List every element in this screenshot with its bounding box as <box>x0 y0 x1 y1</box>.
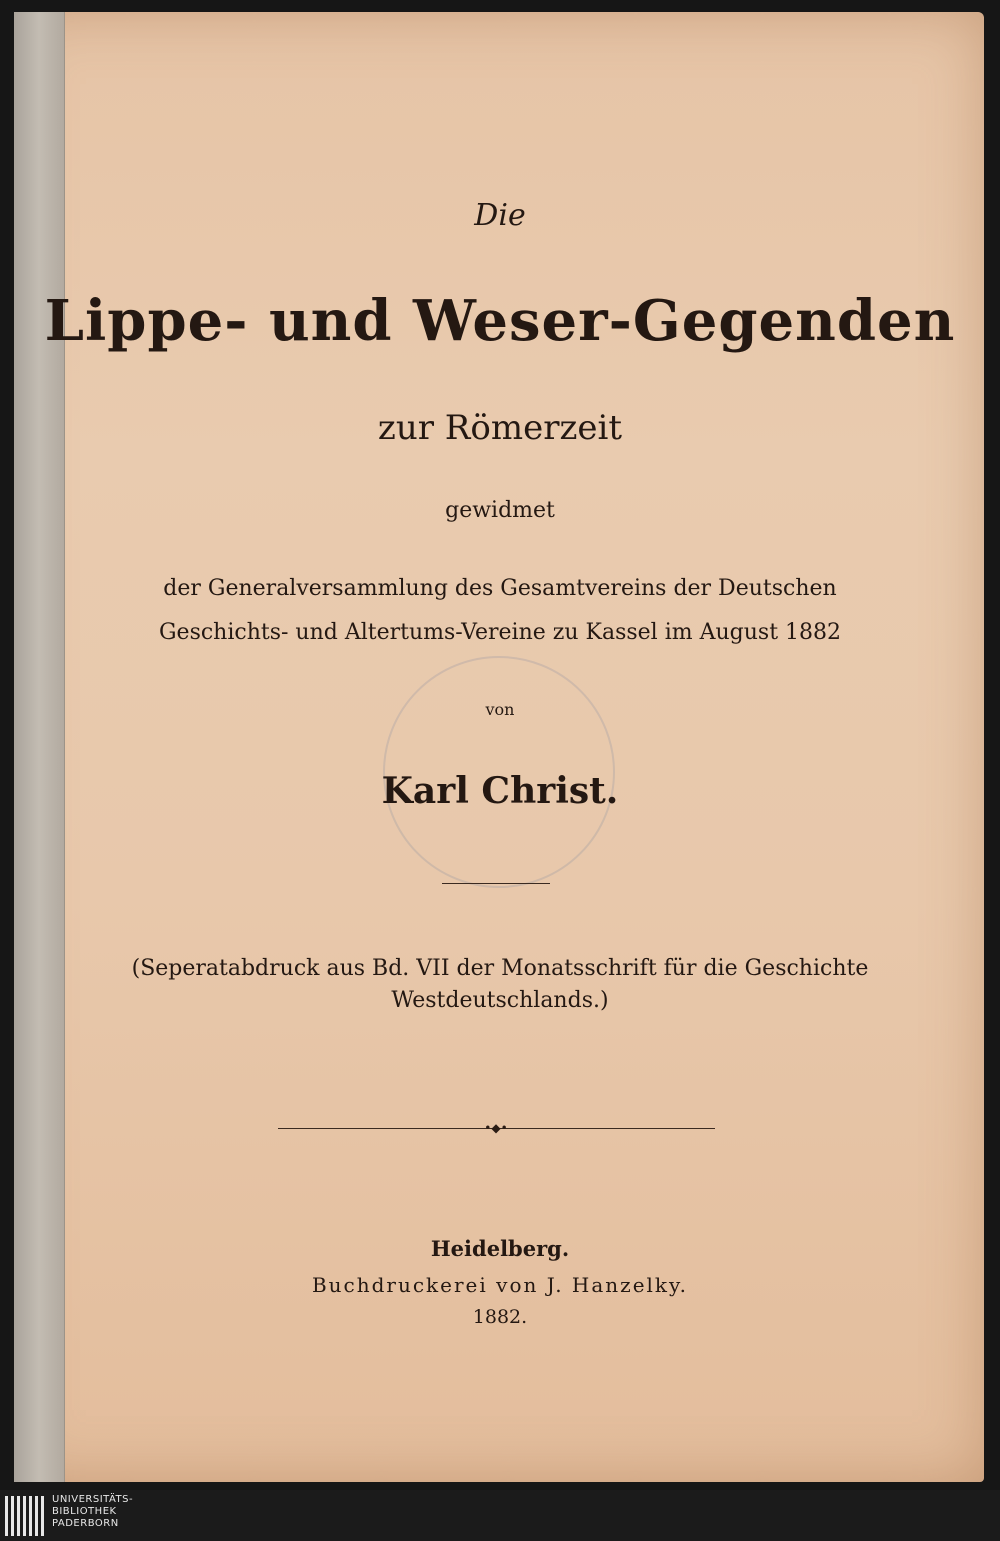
dedication-line-1: der Generalversammlung des Gesamtvereins der Deutschen <box>163 576 837 601</box>
imprint-year: 1882. <box>472 1306 528 1328</box>
title-line-die: Die <box>474 198 526 233</box>
divider-ornament: •◆• <box>484 1121 508 1135</box>
dedication-line-2: Geschichts- und Altertums-Vereine zu Kassel im August 1882 <box>158 620 842 645</box>
logo-text-line-2: BIBLIOTHEK <box>52 1506 117 1517</box>
main-title: Lippe- und Weser-Gegenden <box>44 288 956 354</box>
logo-text-line-1: UNIVERSITÄTS- <box>52 1494 134 1505</box>
subtitle: zur Römerzeit <box>377 408 623 448</box>
short-divider <box>442 883 550 884</box>
by-label: von <box>485 700 515 719</box>
library-footer-bar <box>0 1490 1000 1541</box>
reprint-note-line-1: (Seperatabdruck aus Bd. VII der Monatsschrift für die Geschichte <box>131 956 869 981</box>
imprint-printer: Buchdruckerei von J. Hanzelky. <box>311 1273 689 1297</box>
author-name: Karl Christ. <box>381 770 619 812</box>
dedication-label: gewidmet <box>445 498 555 523</box>
reprint-note-line-2: Westdeutschlands.) <box>391 988 609 1013</box>
logo-text-line-3: PADERBORN <box>52 1518 119 1529</box>
library-logo-icon <box>5 1496 45 1536</box>
imprint-place: Heidelberg. <box>430 1236 570 1261</box>
